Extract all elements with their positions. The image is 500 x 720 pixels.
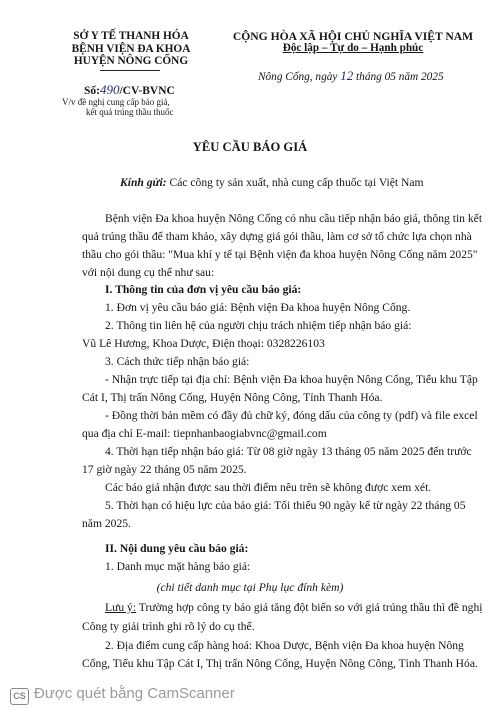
page-title: YÊU CẦU BÁO GIÁ: [192, 140, 308, 154]
date-prefix: Nông Cống, ngày: [258, 71, 341, 83]
date-day-handwritten: 12: [340, 68, 354, 83]
section-1-heading: I. Thông tin của đơn vị yêu cầu báo giá:: [105, 283, 302, 296]
note-label: Lưu ý:: [105, 601, 137, 614]
document-number-handwritten: 490: [99, 82, 120, 97]
section-1-item-2: 2. Thông tin liên hệ của người chịu trách nhiệm tiếp nhận báo giá:: [105, 319, 412, 332]
hospital-name: BỆNH VIỆN ĐA KHOA: [71, 43, 191, 55]
recipient-text: Các công ty sản xuất, nhà cung cấp thuốc tại Việt Nam: [166, 176, 424, 189]
section-1-item-5-line-2: năm 2025.: [82, 517, 131, 530]
camscanner-logo-icon: CS: [10, 688, 29, 705]
section-2-item-2-line-2: Cống, Tiểu khu Tập Cát I, Thị trấn Nông Cống, Huyện Nông Công, Tỉnh Thanh Hóa.: [82, 657, 478, 670]
section-1-item-3a-line-2: Cát I, Thị trấn Nông Cống, Huyện Nông Công, Tỉnh Thanh Hóa.: [82, 391, 383, 404]
intro-line-3: thầu cho gói thầu: "Mua khí y tế tại Bệnh viện đa khoa huyện Nông Cống năm 2025": [82, 248, 478, 261]
document-number: [84, 82, 175, 98]
note-line-2: Công ty giải trình ghi rõ lý do cụ thể.: [82, 620, 255, 633]
section-1-contact: Vũ Lê Hương, Khoa Dược, Điện thoại: 0328226103: [82, 337, 325, 350]
document-date: [258, 68, 444, 84]
intro-line-4: với nội dung cụ thể như sau:: [82, 266, 215, 279]
note-line-1: [105, 601, 482, 614]
header-left-divider: [100, 70, 160, 71]
intro-line-1: Bệnh viện Đa khoa huyện Nông Cống có nhu cầu tiếp nhận báo giá, thông tin kết: [105, 212, 483, 225]
section-2-heading: II. Nội dung yêu cầu báo giá:: [105, 542, 249, 555]
section-1-item-3b-line-1: - Đồng thời bản mềm có đầy đủ chữ ký, đóng dấu của công ty (pdf) và file excel: [105, 409, 478, 422]
subject-line-1: V/v đề nghị cung cấp báo giá,: [62, 97, 170, 107]
recipient-label: Kính gửi:: [120, 176, 167, 189]
section-1-item-5-line-1: 5. Thời hạn có hiệu lực của báo giá: Tối thiểu 90 ngày kể từ ngày 22 tháng 05: [105, 499, 466, 512]
date-suffix: tháng 05 năm 2025: [353, 71, 444, 83]
national-motto: Độc lập – Tự do – Hạnh phúc: [282, 42, 424, 54]
note-text: Trường hợp công ty báo giá tăng đột biến so với giá trúng thầu thì đề nghị: [136, 601, 483, 614]
section-2-item-1-note: (chi tiết danh mục tại Phụ lục đính kèm): [156, 581, 344, 594]
section-2-item-2-line-1: 2. Địa điểm cung cấp hàng hoá: Khoa Dược, Bệnh viện Đa khoa huyện Nông: [105, 639, 464, 652]
camscanner-watermark: Được quét bằng CamScanner: [34, 685, 235, 702]
subject-line-2: kết quả trúng thầu thuốc: [86, 107, 174, 117]
section-1-item-3b-line-2: qua địa chỉ E-mail: tiepnhanbaogiabvnc@gmail.com: [82, 427, 327, 440]
section-1-item-1: 1. Đơn vị yêu cầu báo giá: Bệnh viện Đa khoa huyện Nông Cống.: [105, 301, 411, 314]
national-title: CỘNG HÒA XÃ HỘI CHỦ NGHĨA VIỆT NAM: [232, 30, 474, 43]
district-name: HUYỆN NÔNG CỐNG: [73, 55, 189, 67]
section-1-item-4-note: Các báo giá nhận được sau thời điểm nêu trên sẽ không được xem xét.: [105, 481, 432, 494]
section-1-item-3: 3. Cách thức tiếp nhận báo giá:: [105, 355, 250, 368]
section-1-item-3a-line-1: - Nhận trực tiếp tại địa chỉ: Bệnh viện Đa khoa huyện Nông Cống, Tiểu khu Tập: [105, 373, 478, 386]
intro-line-2: quả trúng thầu để tham khảo, xây dựng giá gói thầu, làm cơ sở tổ chức lựa chọn nhà: [82, 230, 472, 243]
document-number-prefix: Số:: [84, 85, 100, 97]
section-2-item-1: 1. Danh mục mặt hàng báo giá:: [105, 560, 251, 573]
document-number-suffix: /CV-BVNC: [119, 85, 175, 97]
section-1-item-4-line-2: 17 giờ ngày 22 tháng 05 năm 2025.: [82, 463, 247, 476]
department-name: SỞ Y TẾ THANH HÓA: [73, 30, 189, 42]
section-1-item-4-line-1: 4. Thời hạn tiếp nhận báo giá: Từ 08 giờ ngày 13 tháng 05 năm 2025 đến trước: [105, 445, 472, 458]
recipient-line: [120, 176, 424, 189]
